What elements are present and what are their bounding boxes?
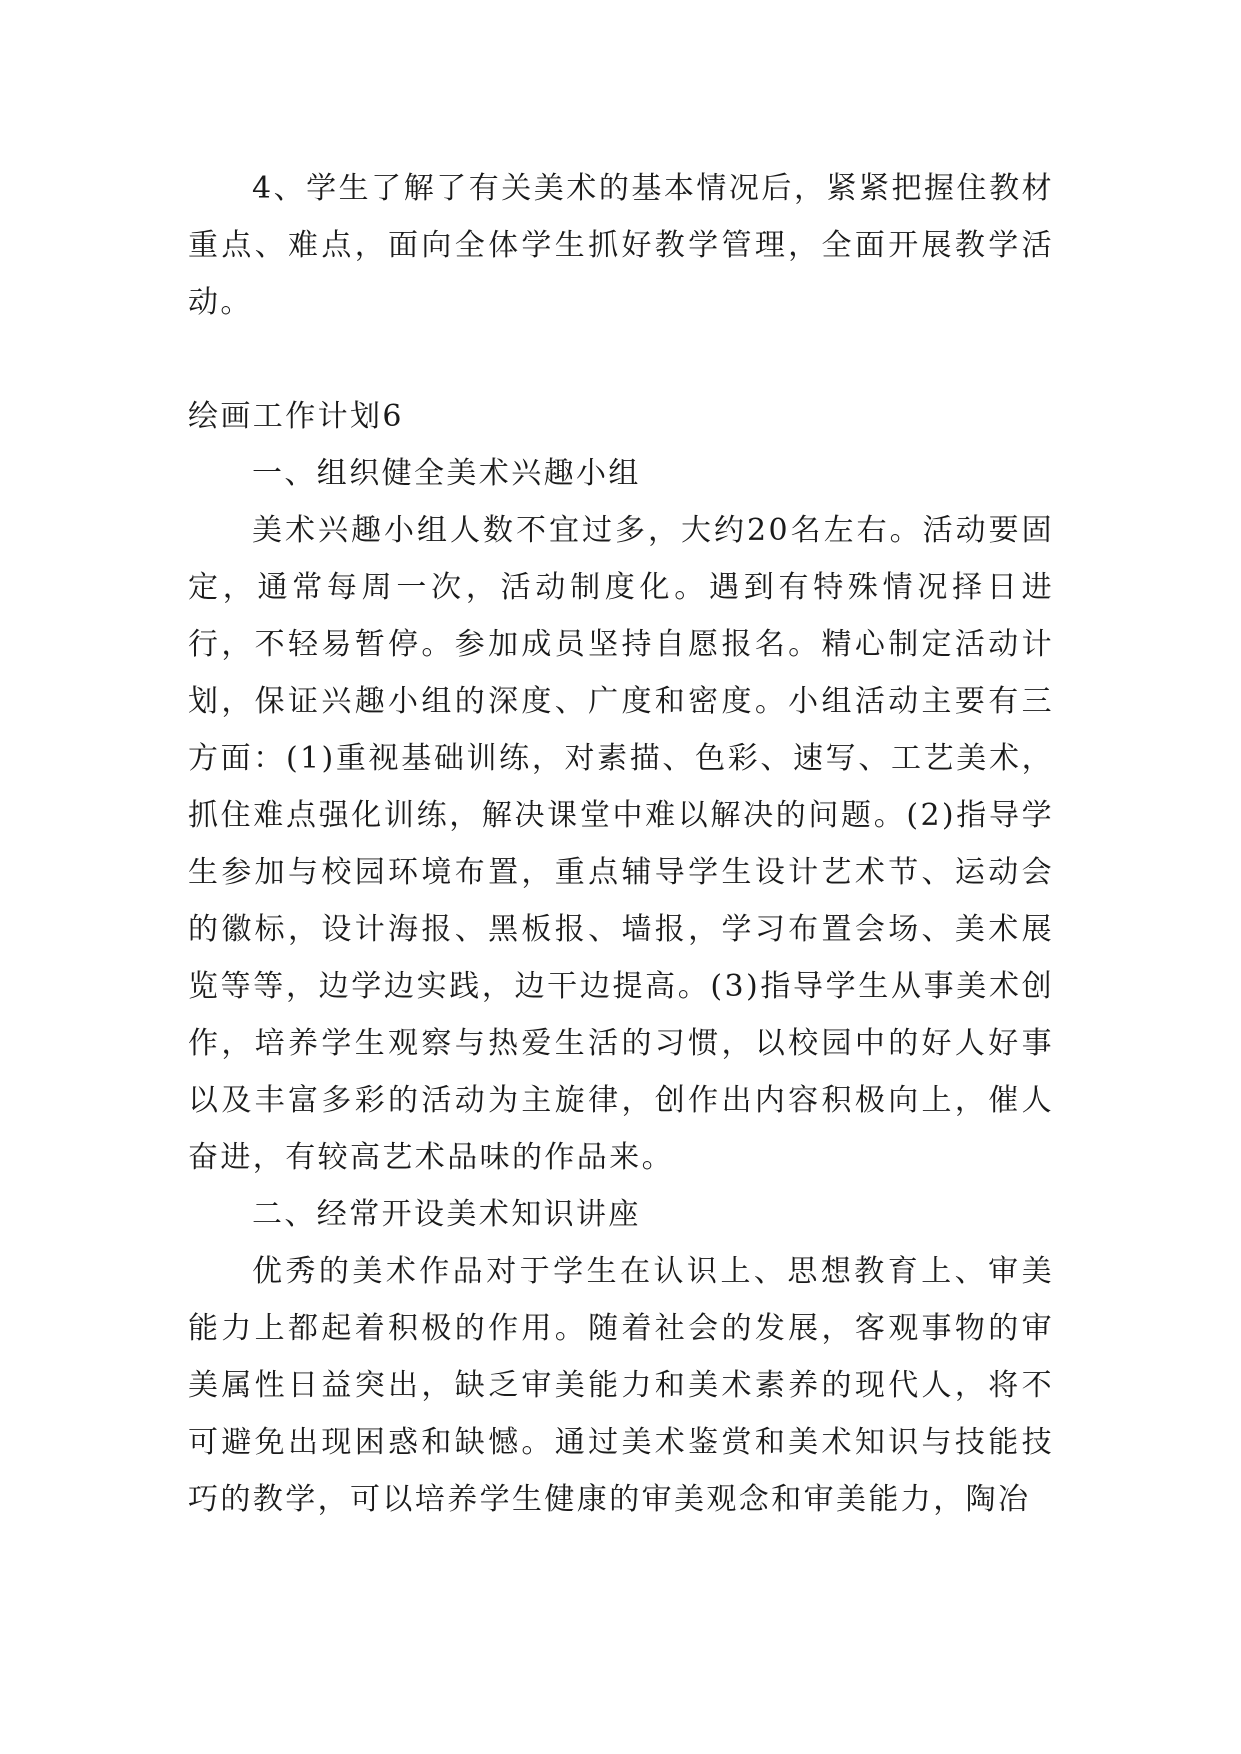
paragraph-gap	[188, 331, 1054, 388]
intro-paragraph: 4、学生了解了有关美术的基本情况后，紧紧把握住教材重点、难点，面向全体学生抓好教学管理，全面开展教学活动。	[188, 171, 1054, 320]
document-page	[188, 160, 1054, 1528]
paragraph-art-appreciation: 优秀的美术作品对于学生在认识上、思想教育上、审美能力上都起着积极的作用。随着社会的发展，客观事物的审美属性日益突出，缺乏审美能力和美术素养的现代人，将不可避免出现困惑和缺憾。通过美术鉴赏和美术知识与技能技巧的教学，可以培养学生健康的审美观念和审美能力，陶冶	[188, 1254, 1054, 1517]
section-title: 绘画工作计划6	[188, 399, 404, 434]
paragraph-interest-group: 美术兴趣小组人数不宜过多，大约20名左右。活动要固定，通常每周一次，活动制度化。遇到有特殊情况择日进行，不轻易暂停。参加成员坚持自愿报名。精心制定活动计划，保证兴趣小组的深度、广度和密度。小组活动主要有三方面：(1)重视基础训练，对素描、色彩、速写、工艺美术，抓住难点强化训练，解决课堂中难以解决的问题。(2)指导学生参加与校园环境布置，重点辅导学生设计艺术节、运动会的徽标，设计海报、黑板报、墙报，学习布置会场、美术展览等等，边学边实践，边干边提高。(3)指导学生从事美术创作，培养学生观察与热爱生活的习惯，以校园中的好人好事以及丰富多彩的活动为主旋律，创作出内容积极向上，催人奋进，有较高艺术品味的作品来。	[188, 513, 1054, 1175]
heading-organize-group: 一、组织健全美术兴趣小组	[252, 456, 641, 491]
heading-art-lectures: 二、经常开设美术知识讲座	[252, 1197, 641, 1232]
